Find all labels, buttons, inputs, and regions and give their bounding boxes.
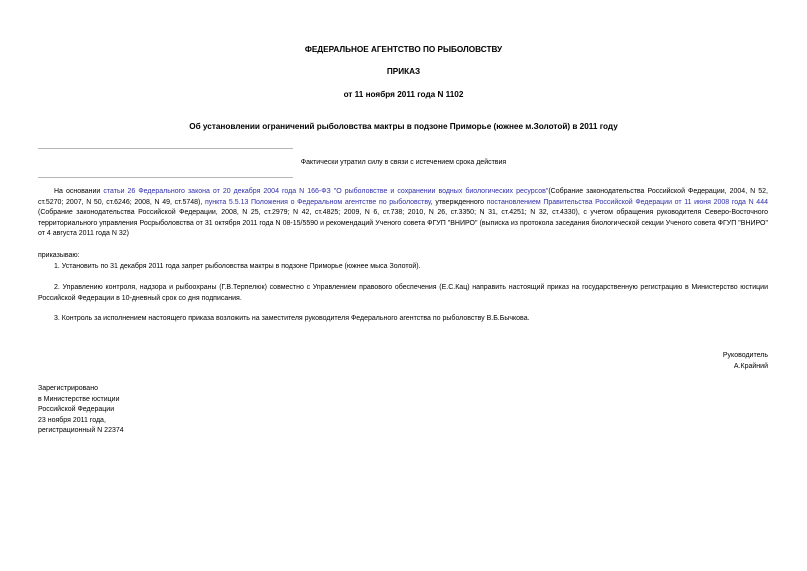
basis-text-1: На основании [54, 188, 104, 195]
registration-line: регистрационный N 22374 [38, 427, 124, 434]
orders-label: приказываю: [38, 252, 80, 259]
signature-position: Руководитель [722, 352, 768, 359]
basis-text-3: , утвержденного [430, 198, 487, 206]
regulation-item-link[interactable]: пункта 5.5.13 Положения о Федеральном агентстве по рыболовству [204, 198, 431, 206]
registration-line: в Министерстве юстиции [38, 395, 120, 403]
basis-paragraph [38, 187, 768, 240]
signature-name: А.Крайний [733, 362, 768, 370]
registration-block [38, 384, 124, 437]
registration-line: Российской Федерации [38, 406, 115, 413]
order-item-3: 3. Контроль за исполнением настоящего приказа возложить на заместителя руководителя Федерального агентства по рыболовству В.Б.Бычкова. [54, 315, 530, 322]
status-note: Фактически утратил силу в связи с истечением срока действия [300, 159, 507, 166]
basis-text-4: (Собрание законодательства Российской Федерации, 2008, N 25, ст.2979; N 42, ст.4825; 2009, N 6, ст.738; 2010, N 26, ст.3350; N 31, ст.4251; N 32, ст.4330), с учетом обращения руководителя Северо-Восточного территориального управления Росрыболовства от 31 октября 2011 года N 08-15/5590 и рекомендаций Ученого совета ФГУП "ВНИРО" (выписка из протокола заседания биологической секции Ученого совета ФГУП "ВНИРО" от 4 августа 2011 года N 32) [38, 209, 768, 237]
document-title: Об установлении ограничений рыболовства мактры в подзоне Приморье (южнее м.Золотой) в 2011 году [189, 122, 618, 131]
divider-top [38, 148, 293, 149]
order-date-number: от 11 ноября 2011 года N 1102 [343, 90, 464, 99]
government-decree-link[interactable]: постановлением Правительства Российской Федерации от 11 июня 2008 года N 444 [486, 198, 768, 206]
order-item-2: 2. Управлению контроля, надзора и рыбоохраны (Г.В.Терпелюк) совместно с Управлением правового обеспечения (Е.С.Кац) направить настоящий приказ на государственную регистрацию в Министерство юстиции Российской Федерации в 10-дневный срок со дня подписания. [38, 284, 768, 302]
order-item-1: 1. Установить по 31 декабря 2011 года запрет рыболовства мактры в подзоне Приморье (южнее мыса Золотой). [54, 263, 421, 270]
agency-name: ФЕДЕРАЛЬНОЕ АГЕНТСТВО ПО РЫБОЛОВСТВУ [304, 45, 503, 54]
divider-bottom [38, 177, 293, 178]
registration-line: 23 ноября 2011 года, [38, 416, 106, 424]
law-article-link[interactable]: статьи 26 Федерального закона от 20 декабря 2004 года N 166-ФЗ "О рыболовстве и сохранении водных биологических ресурсов" [103, 188, 549, 195]
order-type: ПРИКАЗ [386, 67, 421, 76]
basis-text-2: (Собрание законодательства Российской Федерации, 2004, N 52, ст.5270; 2007, N 50, ст.6246; 2008, N 49, ст.5748), [38, 188, 768, 206]
signature-block [723, 351, 768, 372]
registration-line: Зарегистрировано [38, 385, 98, 392]
